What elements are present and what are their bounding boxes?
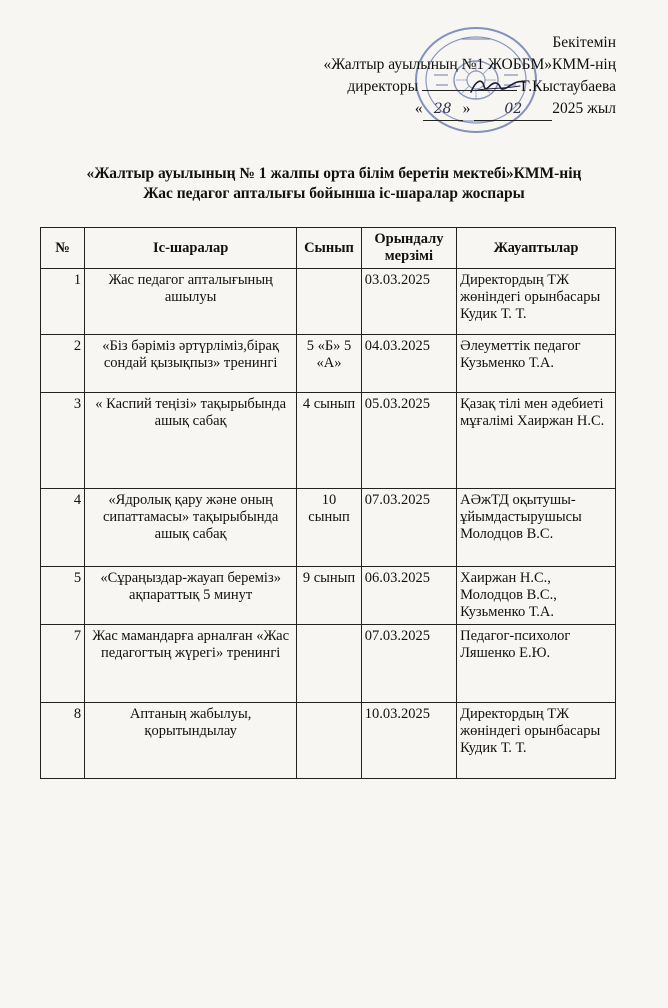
director-label: директоры (347, 78, 419, 95)
row-number: 3 (41, 393, 85, 489)
row-activity: «Ядролық қару және оның сипаттамасы» тақырыбында ашық сабақ (85, 489, 297, 567)
table-header-row (41, 228, 616, 269)
date-month: 02 (474, 98, 552, 121)
table-row (41, 269, 616, 335)
row-class (297, 625, 362, 703)
table-row (41, 703, 616, 779)
row-number: 7 (41, 625, 85, 703)
table-row (41, 489, 616, 567)
table-row (41, 393, 616, 489)
row-number: 2 (41, 335, 85, 393)
row-responsible: Хаиржан Н.С., Молодцов В.С., Кузьменко Т.А. (457, 567, 616, 625)
header-responsible: Жауаптылар (457, 228, 616, 269)
director-name: Г.Кыстаубаева (521, 78, 616, 95)
row-class (297, 269, 362, 335)
row-activity: Жас педагог апталығының ашылуы (85, 269, 297, 335)
table-row (41, 567, 616, 625)
header-date: Орындалу мерзімі (361, 228, 456, 269)
row-class: 9 сынып (297, 567, 362, 625)
row-number: 4 (41, 489, 85, 567)
approval-block (323, 32, 616, 121)
row-activity: «Сұраңыздар-жауап береміз» ақпараттық 5 минут (85, 567, 297, 625)
row-activity: «Біз бәріміз әртүрліміз,бірақ сондай қызықпыз» тренингі (85, 335, 297, 393)
row-responsible: АӘжТД оқытушы-ұйымдастырушысы Молодцов В.С. (457, 489, 616, 567)
row-number: 5 (41, 567, 85, 625)
activity-plan-table (40, 227, 616, 779)
date-year: 2025 жыл (552, 100, 616, 117)
row-responsible: Директордың ТЖ жөніндегі орынбасары Кудик Т. Т. (457, 269, 616, 335)
row-activity: « Каспий теңізі» тақырыбында ашық сабақ (85, 393, 297, 489)
row-responsible: Педагог-психолог Ляшенко Е.Ю. (457, 625, 616, 703)
row-date: 07.03.2025 (361, 625, 456, 703)
approval-organization: «Жалтыр ауылының №1 ЖОББМ»КММ-нің (323, 56, 616, 73)
date-open-quote: « (414, 100, 423, 117)
title-line-1: «Жалтыр ауылының № 1 жалпы орта білім беретін мектебі»КММ-нің (86, 165, 582, 182)
signature-line (422, 76, 517, 91)
row-date: 06.03.2025 (361, 567, 456, 625)
date-close-quote: » (462, 100, 471, 117)
title-line-2: Жас педагог апталығы бойынша іс-шаралар жоспары (143, 185, 525, 202)
row-class: 4 сынып (297, 393, 362, 489)
table-row (41, 625, 616, 703)
row-date: 03.03.2025 (361, 269, 456, 335)
approval-heading: Бекітемін (552, 34, 616, 51)
row-responsible: Директордың ТЖ жөніндегі орынбасары Кудик Т. Т. (457, 703, 616, 779)
approval-date-line (323, 98, 616, 121)
row-date: 05.03.2025 (361, 393, 456, 489)
row-responsible: Қазақ тілі мен әдебиеті мұғалімі Хаиржан Н.С. (457, 393, 616, 489)
header-number: № (41, 228, 85, 269)
row-date: 10.03.2025 (361, 703, 456, 779)
date-day: 28 (423, 98, 463, 121)
row-number: 8 (41, 703, 85, 779)
row-class (297, 703, 362, 779)
row-class: 10 сынып (297, 489, 362, 567)
document-title (40, 164, 628, 204)
row-activity: Аптаның жабылуы, қорытындылау (85, 703, 297, 779)
row-activity: Жас мамандарға арналған «Жас педагогтың жүрегі» тренингі (85, 625, 297, 703)
header-activity: Іс-шаралар (85, 228, 297, 269)
row-class: 5 «Б» 5 «А» (297, 335, 362, 393)
header-class: Сынып (297, 228, 362, 269)
row-date: 04.03.2025 (361, 335, 456, 393)
row-date: 07.03.2025 (361, 489, 456, 567)
row-number: 1 (41, 269, 85, 335)
row-responsible: Әлеуметтік педагог Кузьменко Т.А. (457, 335, 616, 393)
table-row (41, 335, 616, 393)
approval-director-line (323, 76, 616, 98)
